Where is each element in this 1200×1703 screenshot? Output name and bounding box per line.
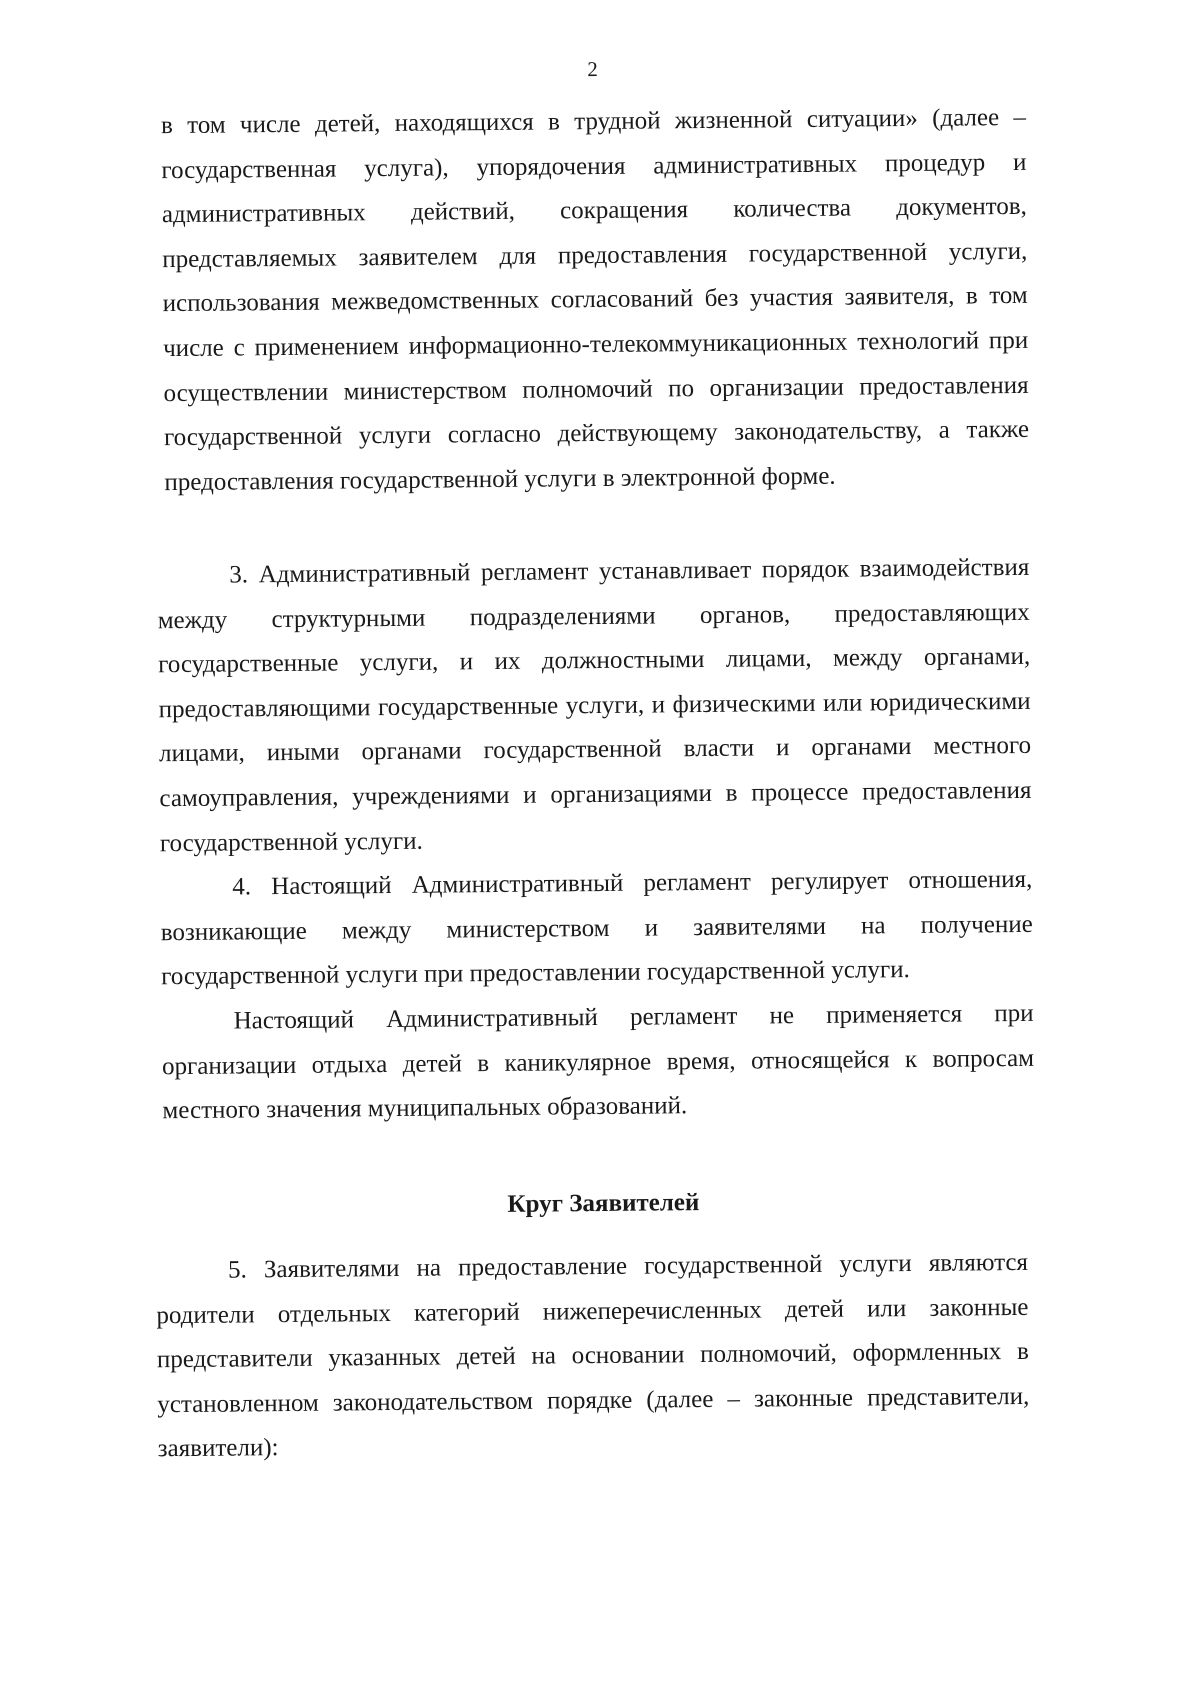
paragraph-intro: в том числе детей, находящихся в трудной жизненной ситуации» (далее – государственная услуга), упорядочения административных процедур и административных действий, сокращения количества документов, представляемых заявителем для предоставления государственной услуги, использования межведомственных согласований без участия заявителя, в том числе с применением информационно-телекоммуникационных технологий при осуществлении министерством полномочий по организации предоставления государственной услуги согласно действующему законодательству, а также предоставления государственной услуги в электронной форме. bbox=[160, 103, 1030, 496]
section-heading: Круг Заявителей bbox=[507, 1189, 700, 1218]
page-number: 2 bbox=[587, 56, 598, 82]
paragraph-3: 3. Административный регламент устанавливает порядок взаимодействия между структурными подразделениями органов, предоставляющих государственные услуги, и их должностными лицами, между органами, предоставляющими государственные услуги, и физическими или юридическими лицами, иными органами государственной власти и органами местного самоуправления, учреждениями и организациями в процессе предоставления государственной услуги. bbox=[157, 553, 1032, 857]
paragraph-5: 5. Заявителями на предоставление государственной услуги являются родители отдельных категорий нижеперечисленных детей или законные представители указанных детей на основании полномочий, оформленных в установленном законодательством порядке (далее – законные представители, заявители): bbox=[156, 1248, 1030, 1463]
section-5-block bbox=[156, 1241, 1030, 1472]
paragraph-4: 4. Настоящий Административный регламент регулирует отношения, возникающие между министерством и заявителями на получение государственной услуги при предоставлении государственной услуги. bbox=[160, 866, 1033, 991]
intro-block bbox=[161, 96, 1030, 506]
paragraph-4-continued: Настоящий Административный регламент не применяется при организации отдыха детей в каникулярное время, относящейся к вопросам местного значения муниципальных образований. bbox=[161, 999, 1035, 1125]
section-3-4-block bbox=[157, 546, 1035, 1134]
